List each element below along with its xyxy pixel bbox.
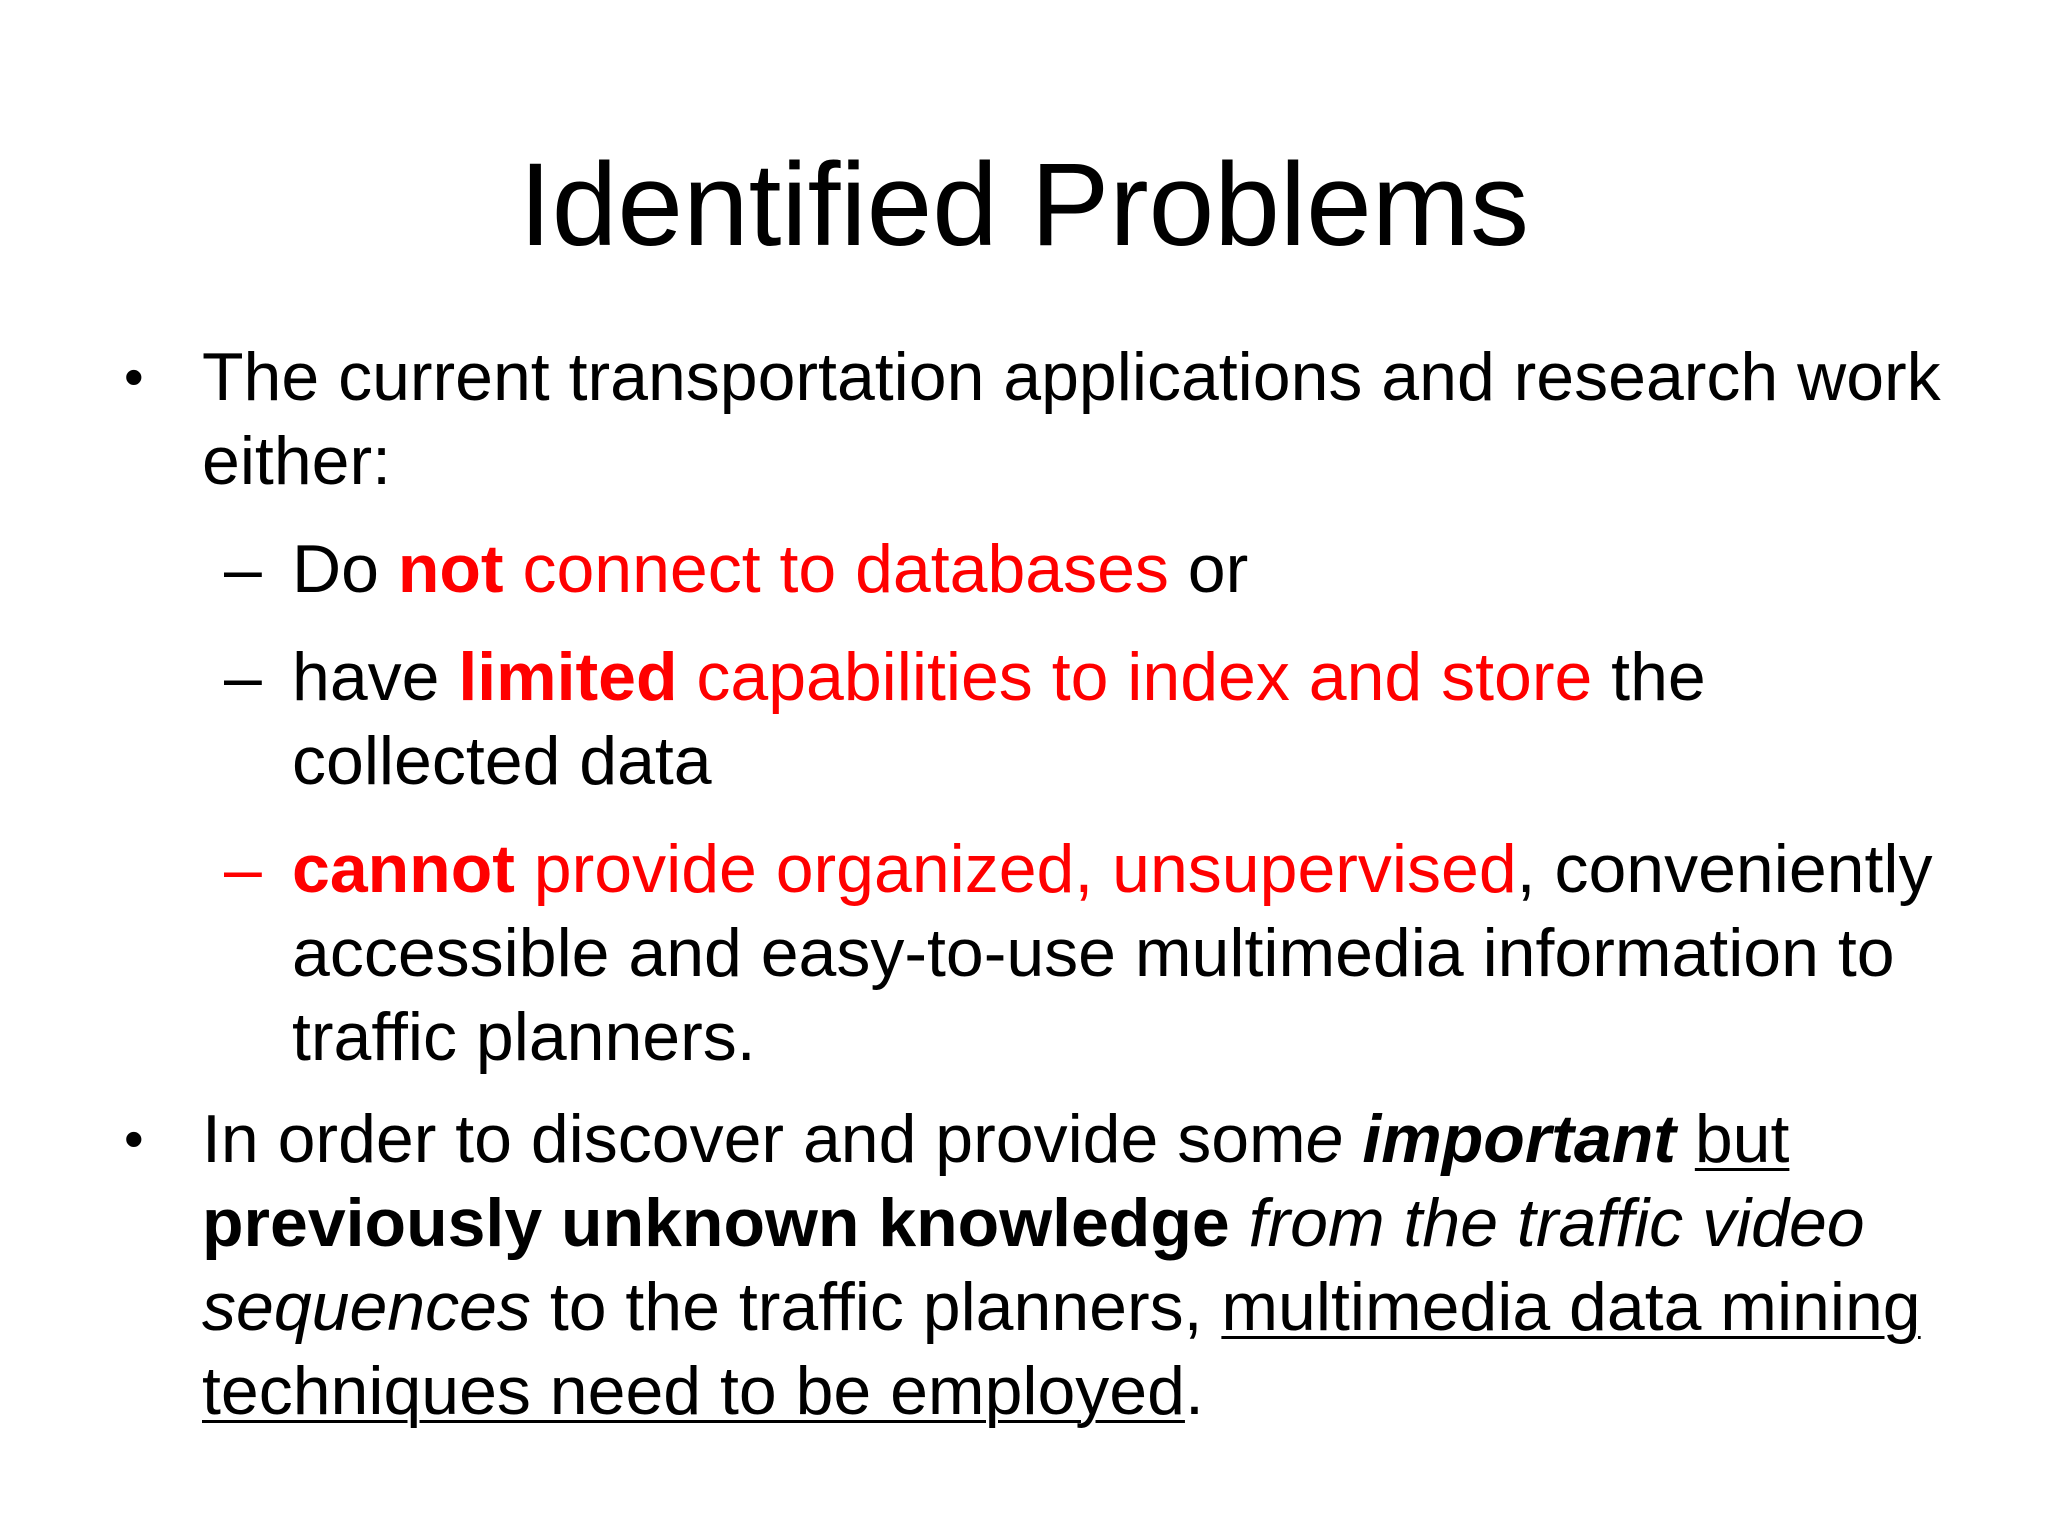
bullet-2-part-1: In order to discover and provide som bbox=[202, 1101, 1306, 1177]
bullet-2-part-2: e bbox=[1305, 1101, 1363, 1177]
sub-1-text bbox=[292, 531, 1248, 607]
sub-2-text bbox=[292, 639, 1706, 799]
bullet-item-2 bbox=[120, 1097, 1970, 1433]
slide-title: Identified Problems bbox=[518, 139, 1530, 271]
sub-item-1 bbox=[120, 527, 1970, 611]
sub-3-part-c: , conveniently accessible and easy-to-use multimedia information to traffic planners. bbox=[292, 831, 1933, 1075]
bullet-2-important: important bbox=[1362, 1101, 1676, 1177]
sub-2-part-d: the collected data bbox=[292, 639, 1706, 799]
sub-1-highlight: connect to databases bbox=[503, 531, 1169, 607]
bullet-2-part-10: to the traffic planners, bbox=[530, 1269, 1222, 1345]
sub-3-text bbox=[292, 831, 1932, 1075]
bullet-2-source: from the traffic video sequences bbox=[202, 1185, 1865, 1345]
sub-1-part-a: Do bbox=[292, 531, 398, 607]
sub-1-part-d: or bbox=[1168, 531, 1249, 607]
slide-body bbox=[120, 335, 1970, 1433]
bullet-icon: • bbox=[124, 345, 144, 408]
bullet-2-space-1 bbox=[1676, 1101, 1695, 1177]
sub-3-highlight: provide organized, unsupervised bbox=[514, 831, 1517, 907]
bullet-icon: • bbox=[124, 1107, 144, 1170]
sub-2-part-a: have bbox=[292, 639, 459, 715]
bullet-2-period: . bbox=[1184, 1353, 1204, 1429]
bullet-2-conclusion: multimedia data mining techniques need to be employed bbox=[202, 1269, 1921, 1429]
sub-1-emphasis: not bbox=[397, 531, 504, 607]
bullet-1-text: The current transportation applications and research work either: bbox=[202, 339, 1941, 499]
bullet-2-but: but bbox=[1694, 1101, 1790, 1177]
dash-icon: – bbox=[224, 639, 262, 715]
sub-2-emphasis: limited bbox=[458, 639, 678, 715]
sub-2-highlight: capabilities to index and store bbox=[677, 639, 1593, 715]
bullet-2-knowledge: previously unknown knowledge bbox=[202, 1185, 1230, 1261]
dash-icon: – bbox=[224, 531, 262, 607]
sub-3-emphasis: cannot bbox=[292, 831, 515, 907]
sub-item-3 bbox=[120, 827, 1970, 1079]
sub-item-2 bbox=[120, 635, 1970, 803]
bullet-2-space-3 bbox=[1230, 1185, 1249, 1261]
dash-icon: – bbox=[224, 831, 262, 907]
bullet-2-text bbox=[202, 1101, 1921, 1429]
bullet-item-1 bbox=[120, 335, 1970, 503]
